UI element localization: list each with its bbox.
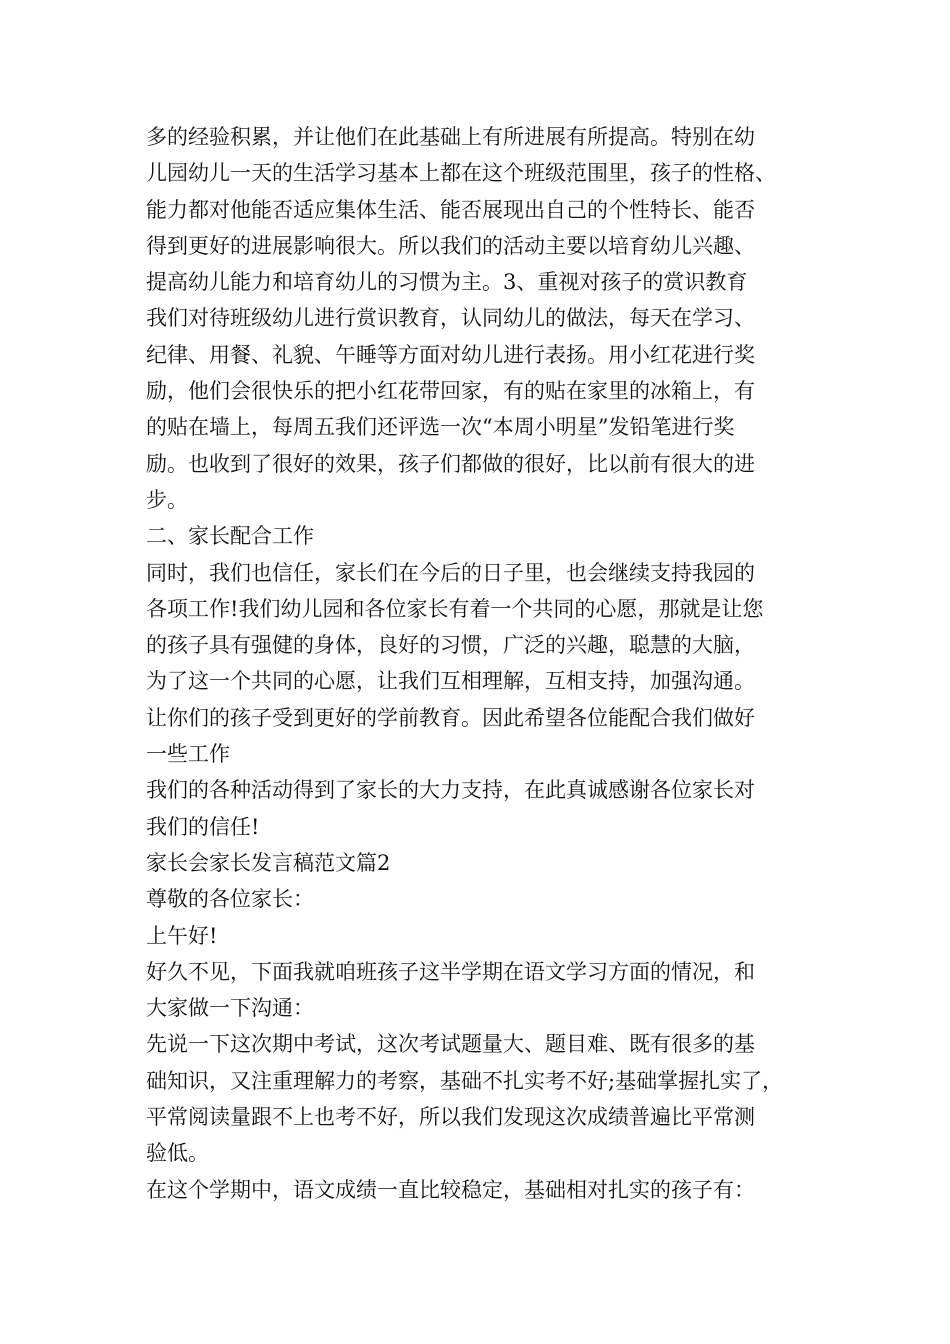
greeting: 上午好! <box>146 923 218 948</box>
text-line: 我们的各种活动得到了家长的大力支持，在此真诚感谢各位家长对 <box>146 778 755 803</box>
text-line: 一些工作 <box>146 742 230 767</box>
text-line: 的孩子具有强健的身体，良好的习惯，广泛的兴趣，聪慧的大脑， <box>146 633 755 658</box>
text-line: 让你们的孩子受到更好的学前教育。因此希望各位能配合我们做好 <box>146 705 755 730</box>
section-heading: 二、家长配合工作 <box>146 524 314 549</box>
text-line: 纪律、用餐、礼貌、午睡等方面对幼儿进行表扬。用小红花进行奖 <box>146 342 755 367</box>
text-line: 大家做一下沟通： <box>146 996 314 1021</box>
salutation: 尊敬的各位家长： <box>146 887 314 912</box>
text-line: 我们的信任! <box>146 814 260 839</box>
text-line: 为了这一个共同的心愿，让我们互相理解，互相支持，加强沟通。 <box>146 669 755 694</box>
text-line: 提高幼儿能力和培育幼儿的习惯为主。3、重视对孩子的赏识教育 <box>146 270 748 295</box>
text-line: 能力都对他能否适应集体生活、能否展现出自己的个性特长、能否 <box>146 197 755 222</box>
text-line: 同时，我们也信任，家长们在今后的日子里，也会继续支持我园的 <box>146 560 755 585</box>
text-line: 各项工作!我们幼儿园和各位家长有着一个共同的心愿，那就是让您 <box>146 596 764 621</box>
document-body <box>146 119 836 1208</box>
text-line: 励。也收到了很好的效果，孩子们都做的很好，比以前有很大的进 <box>146 451 755 476</box>
text-line: 的贴在墙上，每周五我们还评选一次“本周小明星”发铅笔进行奖 <box>146 415 735 440</box>
text-line: 得到更好的进展影响很大。所以我们的活动主要以培育幼儿兴趣、 <box>146 233 755 258</box>
text-line: 先说一下这次期中考试，这次考试题量大、题目难、既有很多的基 <box>146 1032 755 1057</box>
text-line: 好久不见，下面我就咱班孩子这半学期在语文学习方面的情况，和 <box>146 959 755 984</box>
text-line: 步。 <box>146 487 188 512</box>
article-title: 家长会家长发言稿范文篇2 <box>146 850 391 875</box>
text-line: 础知识，又注重理解力的考察，基础不扎实考不好;基础掌握扎实了， <box>146 1068 784 1093</box>
text-line: 在这个学期中，语文成绩一直比较稳定，基础相对扎实的孩子有： <box>146 1177 755 1202</box>
text-line: 验低。 <box>146 1141 209 1166</box>
text-line: 我们对待班级幼儿进行赏识教育，认同幼儿的做法，每天在学习、 <box>146 306 755 331</box>
text-line: 励，他们会很快乐的把小红花带回家，有的贴在家里的冰箱上，有 <box>146 379 755 404</box>
text-line: 平常阅读量跟不上也考不好，所以我们发现这次成绩普遍比平常测 <box>146 1105 755 1130</box>
text-line: 儿园幼儿一天的生活学习基本上都在这个班级范围里，孩子的性格、 <box>146 161 776 186</box>
text-line: 多的经验积累，并让他们在此基础上有所进展有所提高。特别在幼 <box>146 125 755 149</box>
